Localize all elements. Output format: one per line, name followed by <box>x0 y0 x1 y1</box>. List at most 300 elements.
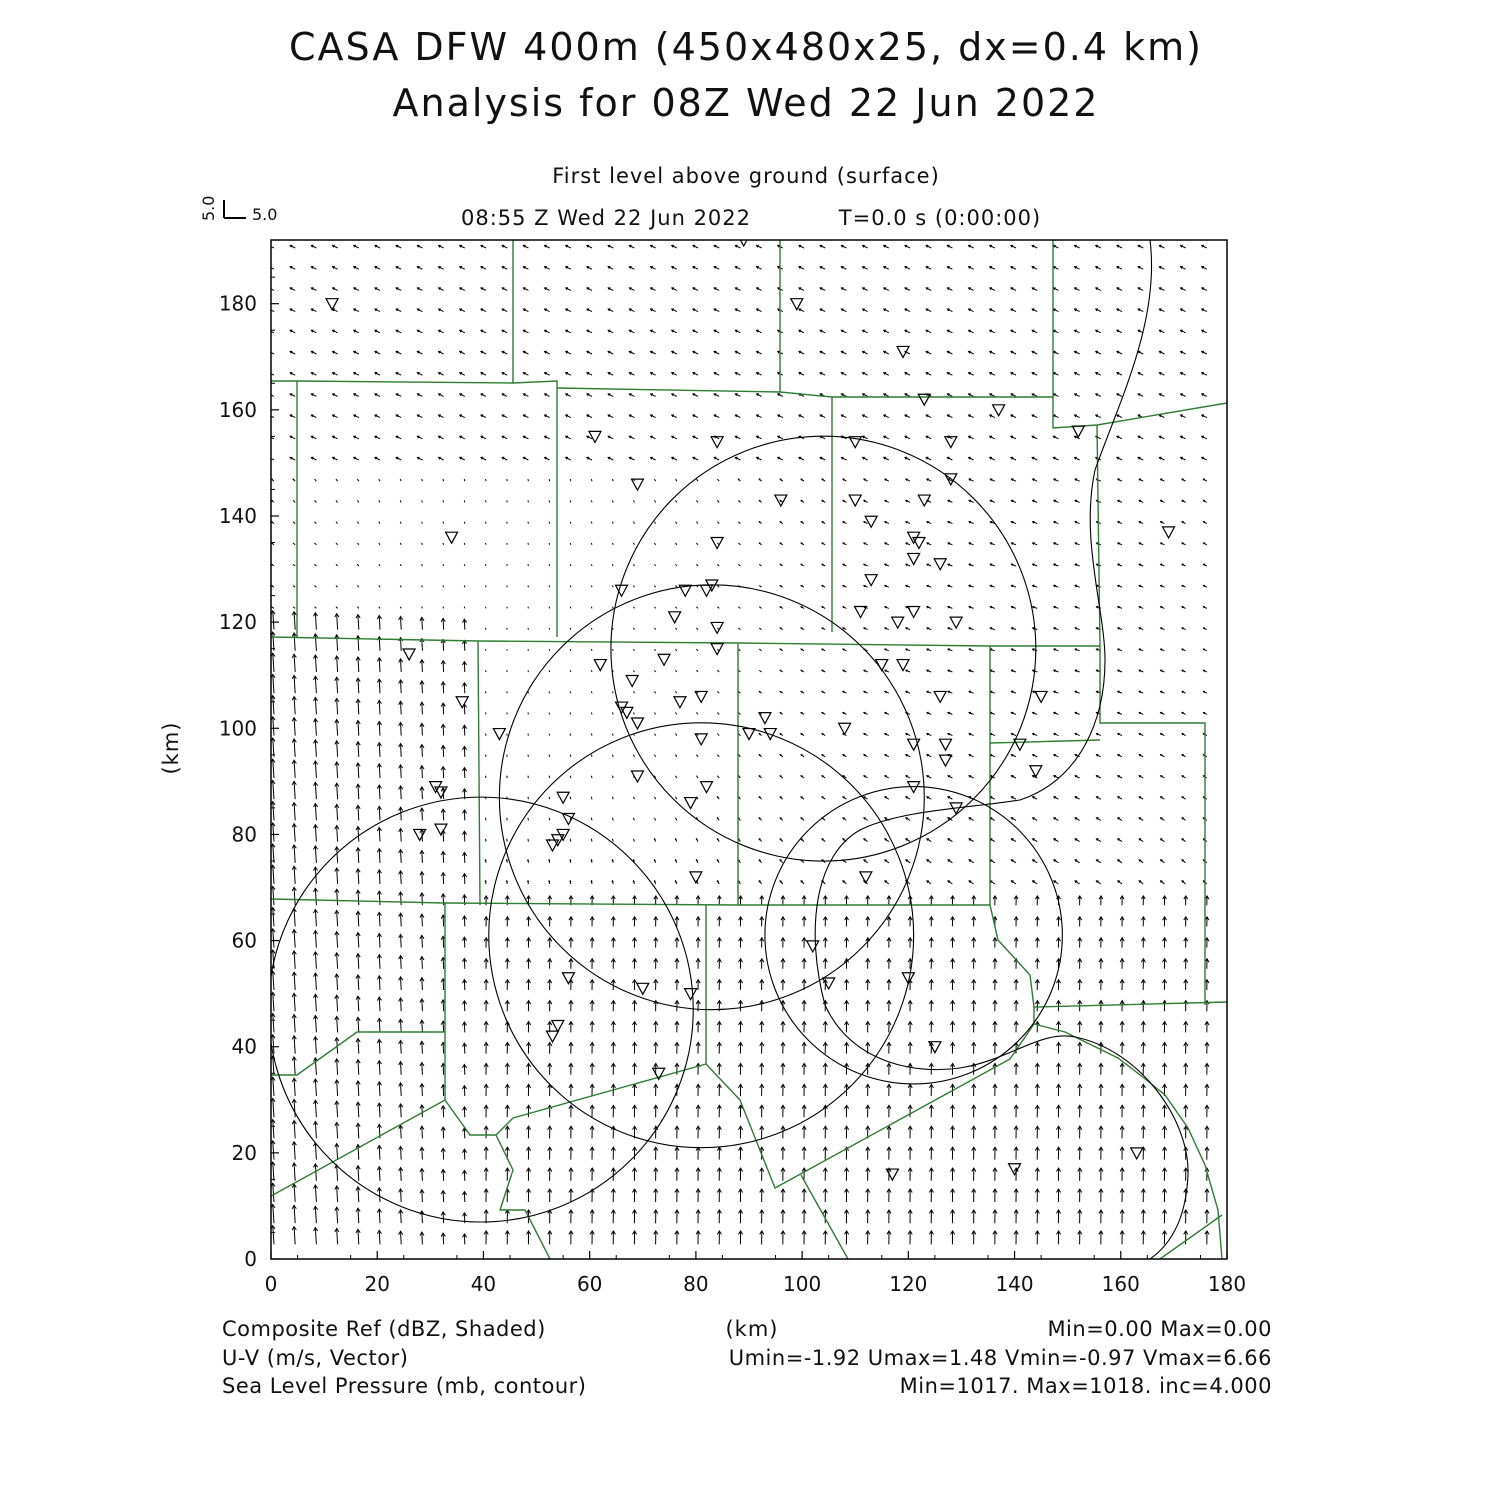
wind-vector <box>799 373 804 376</box>
wind-vector <box>993 980 997 990</box>
x-tick-label: 100 <box>783 1272 822 1296</box>
wind-vector <box>887 1210 891 1223</box>
wind-vector <box>885 839 889 842</box>
wind-vector <box>675 1001 679 1012</box>
wind-vector <box>672 373 677 376</box>
wind-vector <box>1159 267 1164 270</box>
wind-vector <box>545 457 550 460</box>
wind-vector <box>611 1105 615 1117</box>
wind-vector <box>887 1189 891 1202</box>
wind-vector <box>972 1042 976 1053</box>
wind-vector <box>866 1001 870 1012</box>
wind-vector <box>591 522 592 524</box>
wind-vector <box>633 755 634 757</box>
wind-vector <box>843 522 846 524</box>
wind-vector <box>441 703 445 714</box>
y-tick-label: 100 <box>218 716 257 741</box>
wind-vector <box>632 1042 636 1053</box>
wind-vector <box>1075 691 1079 693</box>
wind-vector <box>759 543 761 545</box>
wind-vector <box>462 1107 466 1117</box>
wind-vector <box>696 1105 700 1117</box>
wind-vector <box>1056 1084 1060 1096</box>
x-tick-label: 180 <box>1207 1272 1247 1296</box>
wind-vector <box>993 1147 997 1159</box>
wind-vector <box>993 1189 997 1202</box>
wind-vector <box>587 267 592 270</box>
wind-vector <box>884 288 889 291</box>
wind-vector <box>841 415 846 418</box>
wind-vector <box>462 662 466 672</box>
wind-vector <box>420 1169 424 1181</box>
wind-vector <box>292 612 296 630</box>
wind-vector <box>313 1185 317 1202</box>
wind-vector <box>439 436 444 439</box>
county-line <box>271 637 1100 646</box>
wind-vector <box>1117 288 1122 291</box>
station-marker <box>669 612 681 623</box>
wind-vector <box>443 500 444 502</box>
wind-vector <box>948 585 952 587</box>
wind-vector <box>417 415 422 418</box>
wind-vector <box>654 607 655 609</box>
wind-vector <box>335 1059 339 1075</box>
wind-vector <box>460 457 465 460</box>
wind-vector <box>377 1018 381 1032</box>
wind-vector <box>1161 755 1165 757</box>
wind-vector <box>526 1189 530 1202</box>
wind-vector <box>864 860 868 863</box>
wind-vector <box>1075 373 1080 376</box>
wind-vector <box>311 394 316 397</box>
wind-vector <box>1011 860 1016 863</box>
wind-vector <box>654 543 655 545</box>
wind-vector <box>548 917 552 927</box>
footer-field-1-stats: Min=0.00 Max=0.00 <box>1047 1317 1272 1341</box>
wind-vector <box>1161 522 1165 524</box>
wind-vector <box>1117 351 1122 354</box>
wind-vector <box>377 658 381 672</box>
wind-vector <box>905 373 910 376</box>
wind-vector <box>1181 267 1186 270</box>
wind-vector <box>947 309 952 312</box>
wind-vector <box>399 1062 403 1075</box>
wind-vector <box>1078 938 1082 948</box>
wind-vector <box>693 309 698 312</box>
wind-vector <box>293 479 295 481</box>
wind-vector <box>420 1041 424 1053</box>
station-marker <box>918 394 930 405</box>
wind-vector <box>948 670 952 672</box>
wind-vector <box>1120 1147 1124 1159</box>
wind-vector <box>717 755 719 757</box>
wind-vector <box>759 628 761 630</box>
station-marker <box>892 617 904 628</box>
wind-vector <box>399 1019 403 1032</box>
wind-vector <box>780 628 783 630</box>
wind-vector <box>675 734 676 736</box>
wind-vector <box>570 522 571 524</box>
wind-vector <box>1078 1210 1082 1223</box>
wind-vector <box>717 881 719 884</box>
wind-vector <box>654 839 655 842</box>
wind-vector <box>969 479 974 481</box>
wind-vector <box>929 896 933 905</box>
wind-vector <box>1205 1231 1209 1244</box>
wind-vector <box>696 543 698 545</box>
wind-vector <box>400 607 401 609</box>
wind-vector <box>969 543 974 545</box>
wind-vector <box>1096 373 1101 376</box>
wind-vector <box>843 755 846 757</box>
x-axis <box>265 1251 1246 1296</box>
wind-vector <box>1139 479 1143 481</box>
wind-vector <box>545 245 550 248</box>
wind-vector <box>780 860 783 863</box>
wind-vector <box>654 755 655 757</box>
wind-vector <box>608 415 613 418</box>
station-marker <box>1009 1164 1021 1175</box>
wind-vector <box>1053 288 1058 291</box>
wind-vector <box>377 827 381 841</box>
wind-vector <box>569 1063 573 1074</box>
wind-vector <box>570 607 571 609</box>
wind-vector <box>822 585 825 587</box>
station-marker <box>807 941 819 952</box>
wind-vector <box>420 978 424 990</box>
wind-vector <box>523 288 528 291</box>
wind-vector <box>290 330 295 333</box>
wind-vector <box>717 1126 721 1138</box>
wind-vector <box>292 1036 296 1054</box>
wind-vector <box>927 860 931 863</box>
wind-vector <box>591 649 592 651</box>
wind-vector <box>272 585 274 587</box>
wind-vector <box>523 309 528 312</box>
wind-vector <box>1096 309 1101 312</box>
wind-vector <box>843 881 846 884</box>
wind-vector <box>591 691 592 693</box>
wind-vector <box>375 351 380 354</box>
wind-vector <box>908 1189 912 1202</box>
wind-vector <box>905 330 910 333</box>
wind-vector <box>566 351 571 354</box>
wind-vector <box>675 818 676 821</box>
wind-vector <box>590 938 594 948</box>
wind-vector <box>1056 980 1060 990</box>
wind-vector <box>990 479 995 481</box>
station-marker <box>711 622 723 633</box>
wind-vector <box>908 1042 912 1053</box>
wind-vector <box>864 691 868 693</box>
wind-vector <box>591 564 592 566</box>
wind-vector <box>396 245 401 248</box>
wind-vector <box>1118 776 1122 778</box>
wind-vector <box>820 245 825 248</box>
wind-vector <box>1120 917 1124 927</box>
wind-vector <box>1033 818 1038 821</box>
wind-vector <box>820 415 825 418</box>
wind-vector <box>335 868 339 884</box>
wind-vector <box>439 267 444 270</box>
wind-vector <box>587 330 592 333</box>
wind-vector <box>335 614 339 630</box>
wind-vector <box>990 649 995 651</box>
wind-vector <box>292 866 296 884</box>
wind-vector <box>675 839 676 842</box>
wind-vector <box>672 351 677 354</box>
wind-vector <box>591 797 592 799</box>
station-marker <box>934 691 946 702</box>
wind-vector <box>633 500 634 502</box>
wind-vector <box>844 1042 848 1053</box>
wind-vector <box>356 1166 360 1181</box>
wind-vector <box>780 881 783 884</box>
wind-vector <box>375 373 380 376</box>
wind-vector <box>420 1020 424 1032</box>
wind-vector <box>757 457 762 460</box>
wind-vector <box>569 1042 573 1053</box>
wind-vector <box>950 1126 954 1138</box>
wind-vector <box>591 818 592 821</box>
wind-vector <box>696 479 698 481</box>
wind-vector <box>993 1210 997 1223</box>
wind-vector <box>844 1210 848 1223</box>
wind-vector <box>629 288 634 291</box>
wind-vector <box>864 818 868 821</box>
wind-vector <box>633 839 634 842</box>
wind-vector <box>1075 712 1079 714</box>
wind-vector <box>292 887 296 905</box>
wind-vector <box>272 479 274 481</box>
county-line <box>271 381 513 383</box>
wind-vector <box>1139 839 1143 842</box>
wind-vector <box>654 500 655 502</box>
wind-vector <box>1035 1022 1039 1033</box>
wind-vector <box>802 1022 806 1033</box>
wind-vector <box>612 818 613 821</box>
wind-vector <box>526 1231 530 1244</box>
wind-vector <box>884 267 889 270</box>
wind-vector <box>927 776 931 778</box>
wind-vector <box>548 1168 552 1181</box>
wind-vector <box>738 1105 742 1117</box>
wind-vector <box>335 1016 339 1032</box>
wind-vector <box>738 522 740 524</box>
wind-vector <box>1035 1168 1039 1181</box>
wind-vector <box>696 1147 700 1159</box>
wind-vector <box>1141 959 1145 969</box>
wind-vector <box>1075 521 1079 523</box>
wind-vector <box>481 373 486 376</box>
wind-vector <box>1162 1231 1166 1244</box>
wind-vector <box>1139 733 1143 735</box>
wind-vector <box>1118 628 1122 630</box>
wind-vector <box>590 1042 594 1053</box>
wind-vector <box>313 909 317 926</box>
wind-vector <box>1056 1189 1060 1202</box>
wind-vector <box>441 682 445 693</box>
wind-vector <box>335 974 339 990</box>
wind-vector <box>1141 1210 1145 1223</box>
wind-vector <box>523 267 528 270</box>
wind-vector <box>799 267 804 270</box>
wind-vector <box>841 351 846 354</box>
wind-vector <box>757 351 762 354</box>
wind-vector <box>290 394 295 397</box>
wind-vector <box>885 755 889 757</box>
wind-vector <box>822 734 825 736</box>
wind-vector <box>548 1231 552 1244</box>
wind-vector <box>947 415 952 418</box>
wind-vector <box>1161 585 1165 587</box>
wind-vector <box>548 1063 552 1074</box>
wind-vector <box>693 330 698 333</box>
wind-vector <box>357 564 358 566</box>
wind-vector <box>633 628 634 630</box>
wind-vector <box>885 564 889 566</box>
wind-vector <box>1035 1105 1039 1117</box>
wind-vector <box>972 938 976 948</box>
wind-vector <box>1161 628 1165 630</box>
wind-vector <box>1011 628 1016 630</box>
wind-vector <box>887 1084 891 1096</box>
wind-vector <box>717 479 719 481</box>
wind-vector <box>377 849 381 863</box>
wind-vector <box>377 1230 381 1244</box>
wind-vector <box>1078 917 1082 927</box>
wind-vector <box>780 479 783 481</box>
wind-vector <box>1011 288 1016 291</box>
wind-vector <box>906 628 910 630</box>
wind-vector <box>1118 712 1122 714</box>
wind-vector <box>801 881 804 884</box>
wind-vector <box>484 938 488 948</box>
wind-vector <box>1075 330 1080 333</box>
wind-vector <box>887 980 891 990</box>
station-marker <box>446 532 458 543</box>
wind-vector <box>1203 479 1206 481</box>
wind-vector <box>760 1022 764 1033</box>
wind-vector <box>675 649 676 651</box>
wind-vector <box>843 564 846 566</box>
wind-vector <box>1141 1001 1145 1012</box>
wind-vector <box>608 436 613 439</box>
wind-vector <box>820 288 825 291</box>
wind-vector <box>675 543 676 545</box>
wind-vector <box>311 351 316 354</box>
wind-vector <box>379 479 380 481</box>
wind-vector <box>357 500 358 502</box>
wind-vector <box>1182 860 1186 863</box>
wind-vector <box>801 797 804 799</box>
wind-vector <box>1118 543 1122 545</box>
wind-vector <box>1011 818 1016 821</box>
wind-vector <box>735 457 740 460</box>
y-tick-label: 120 <box>218 610 257 635</box>
wind-vector <box>717 500 719 502</box>
wind-vector <box>926 373 931 376</box>
wind-vector <box>950 1105 954 1117</box>
wind-vector <box>484 1063 488 1074</box>
wind-vector <box>314 607 316 609</box>
wind-vector <box>947 457 952 460</box>
wind-vector <box>443 543 444 545</box>
wind-vector <box>587 288 592 291</box>
wind-vector <box>822 543 825 545</box>
wind-vector <box>1099 1147 1103 1159</box>
wind-vector <box>460 309 465 312</box>
wind-vector <box>863 394 868 397</box>
title-line-2: Analysis for 08Z Wed 22 Jun 2022 <box>392 81 1100 125</box>
wind-vector <box>1162 959 1166 969</box>
wind-vector <box>969 415 974 418</box>
wind-vector <box>290 415 295 418</box>
wind-vector <box>906 691 910 693</box>
wind-vector <box>780 818 783 821</box>
wind-vector <box>844 1126 848 1138</box>
wind-vector <box>505 917 509 927</box>
wind-vector <box>884 330 889 333</box>
wind-vector <box>356 1060 360 1075</box>
station-marker <box>701 782 713 793</box>
wind-vector <box>1203 691 1206 693</box>
wind-vector <box>654 860 655 863</box>
wind-vector <box>591 628 592 630</box>
wind-vector <box>906 860 910 863</box>
wind-vector <box>757 267 762 270</box>
station-marker <box>589 431 601 442</box>
wind-vector <box>738 1063 742 1074</box>
wind-vector <box>906 649 910 651</box>
wind-vector <box>717 896 721 905</box>
wind-vector <box>990 628 995 630</box>
wind-vector <box>822 712 825 714</box>
wind-vector <box>780 670 783 672</box>
wind-vector <box>781 1084 785 1096</box>
wind-vector <box>356 763 360 778</box>
wind-vector <box>990 839 995 842</box>
wind-vector <box>1161 712 1165 714</box>
wind-vector <box>801 734 804 736</box>
wind-vector <box>272 564 274 566</box>
wind-vector <box>464 522 465 524</box>
wind-vector <box>1096 733 1100 735</box>
wind-vector <box>633 649 634 651</box>
wind-vector <box>379 522 380 524</box>
wind-vector <box>801 776 804 778</box>
station-marker <box>637 983 649 994</box>
wind-vector <box>548 938 552 948</box>
wind-vector <box>1205 1022 1209 1033</box>
wind-vector <box>864 755 868 757</box>
station-marker <box>685 798 697 809</box>
wind-vector <box>1141 1189 1145 1202</box>
wind-vector <box>333 373 338 376</box>
wind-vector <box>845 917 849 927</box>
wind-vector <box>356 1208 360 1223</box>
wind-vector <box>399 616 403 629</box>
footer-field-3-stats: Min=1017. Max=1018. inc=4.000 <box>899 1374 1272 1398</box>
station-marker <box>1131 1148 1143 1159</box>
wind-vector <box>548 1042 552 1053</box>
wind-vector <box>629 415 634 418</box>
wind-vector <box>420 660 424 672</box>
wind-vector <box>1054 818 1059 821</box>
wind-vector <box>1184 1001 1188 1012</box>
wind-vector <box>1011 670 1016 672</box>
wind-vector <box>885 712 889 714</box>
